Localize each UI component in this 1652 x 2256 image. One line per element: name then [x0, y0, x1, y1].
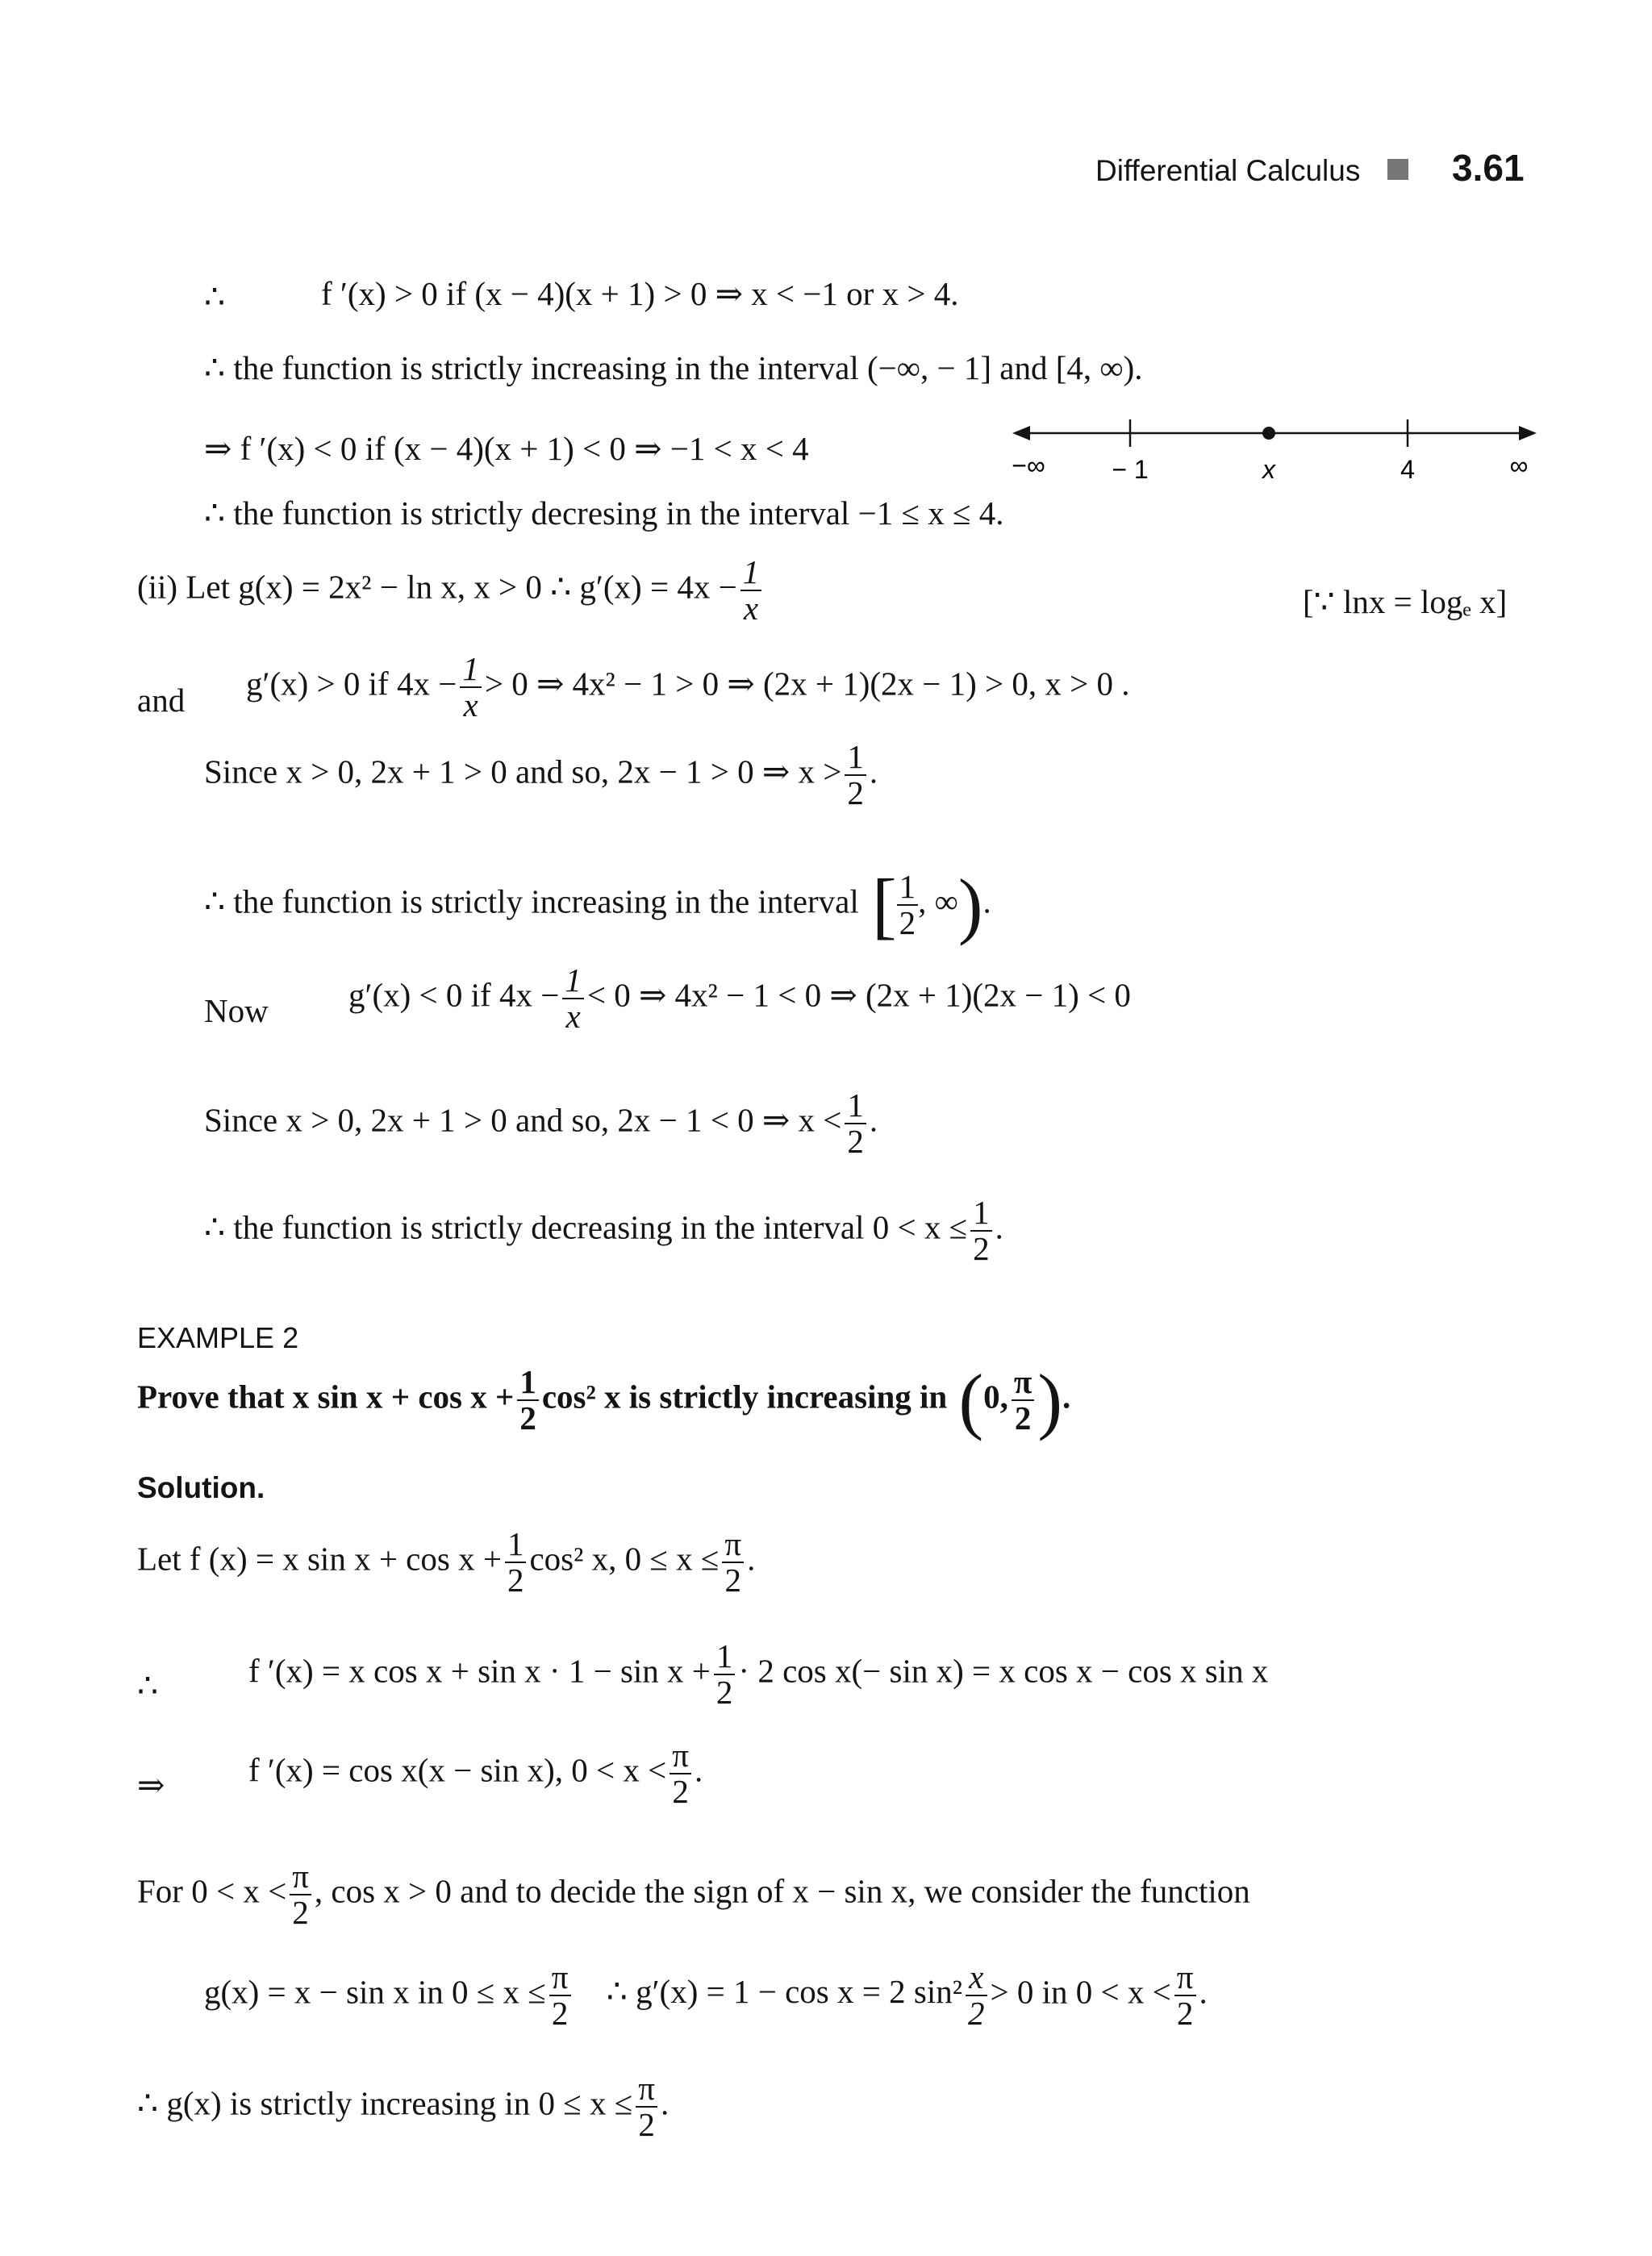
- f-derivative-expansion: f ′(x) = x cos x + sin x · 1 − sin x + $\frac{1}{2}$ · 2 cos x(− sin x) = x cos x − cos x sin x: [248, 1637, 1269, 1712]
- therefore-symbol-2: ∴: [137, 1667, 159, 1704]
- increasing-interval-line: ∴ the function is strictly increasing in the interval (−∞, − 1] and [4, ∞).: [204, 349, 1143, 386]
- now-label: Now: [204, 992, 269, 1029]
- therefore-symbol: ∴: [204, 278, 226, 315]
- running-header: Differential Calculus: [1095, 154, 1361, 187]
- derivative-negative-line: ⇒ f ′(x) < 0 if (x − 4)(x + 1) < 0 ⇒ −1 < x < 4: [204, 430, 809, 467]
- g-function-line: g(x) = x − sin x in 0 ≤ x ≤ $\frac{\pi}{2}$ ∴ g′(x) = 1 − cos x = 2 sin² $\frac{x}{2}$ > 0 in 0 < x < $\frac{\pi}{2}$ .: [204, 1958, 1208, 2033]
- g-derivative-negative-line: g′(x) < 0 if 4x − $\frac{1}{x}$ < 0 ⇒ 4x² − 1 < 0 ⇒ (2x + 1)(2x − 1) < 0: [348, 961, 1131, 1036]
- tick-label-four: 4: [1400, 455, 1415, 484]
- fraction-one-over-x: $\frac{1}{x}$: [740, 555, 762, 626]
- example-heading: EXAMPLE 2: [137, 1321, 299, 1354]
- since-positive-line: Since x > 0, 2x + 1 > 0 and so, 2x − 1 > 0 ⇒ x > $\frac{1}{2}$ .: [204, 738, 878, 812]
- derivative-positive-line: f ′(x) > 0 if (x − 4)(x + 1) > 0 ⇒ x < −1 or x > 4.: [321, 275, 959, 312]
- f-derivative-factored: f ′(x) = cos x(x − sin x), 0 < x < $\frac{\pi}{2}$ .: [248, 1737, 703, 1811]
- implies-symbol: ⇒: [137, 1766, 165, 1804]
- solution-heading: Solution.: [137, 1471, 265, 1504]
- tick-label-x: x: [1262, 455, 1275, 484]
- header-square-icon: [1387, 159, 1408, 180]
- g-derivative-positive-line: g′(x) > 0 if 4x − $\frac{1}{x}$ > 0 ⇒ 4x² − 1 > 0 ⇒ (2x + 1)(2x − 1) > 0, x > 0 .: [246, 650, 1130, 724]
- and-label: and: [137, 682, 186, 719]
- g-increasing-conclusion: ∴ g(x) is strictly increasing in 0 ≤ x ≤ $\frac{\pi}{2}$ .: [137, 2070, 670, 2144]
- since-negative-line: Since x > 0, 2x + 1 > 0 and so, 2x − 1 < 0 ⇒ x < $\frac{1}{2}$ .: [204, 1086, 878, 1161]
- ln-note: [∵ lnx = logₑ x]: [1303, 583, 1508, 620]
- solution-let-line: Let f (x) = x sin x + cos x + $\frac{1}{2}$ cos² x, 0 ≤ x ≤ $\frac{\pi}{2}$ .: [137, 1525, 756, 1599]
- decreasing-interval-line: ∴ the function is strictly decresing in the interval −1 ≤ x ≤ 4.: [204, 494, 1004, 532]
- example-statement: Prove that x sin x + cos x + $\frac{1}{2}$ cos² x is strictly increasing in (0, $\frac{\pi}{2}$ ).: [137, 1359, 1071, 1441]
- interval-increasing-line: ∴ the function is strictly increasing in the interval [ $\frac{1}{2}$ , ∞).: [204, 864, 991, 946]
- tick-label-minus-one: − 1: [1112, 455, 1149, 484]
- part-ii-definition: (ii) Let g(x) = 2x² − ln x, x > 0 ∴ g′(x) = 4x − $\frac{1}{x}$: [137, 555, 765, 626]
- tick-label-infinity: ∞: [1509, 451, 1529, 480]
- tick-label-neg-infinity: −∞: [1012, 451, 1045, 480]
- sign-reasoning-line: For 0 < x < $\frac{\pi}{2}$ , cos x > 0 and to decide the sign of x − sin x, we consider the function: [137, 1858, 1250, 1932]
- interval-decreasing-line: ∴ the function is strictly decreasing in the interval 0 < x ≤ $\frac{1}{2}$ .: [204, 1194, 1003, 1268]
- number-line: [1008, 410, 1541, 490]
- page-number: 3.61: [1452, 147, 1525, 189]
